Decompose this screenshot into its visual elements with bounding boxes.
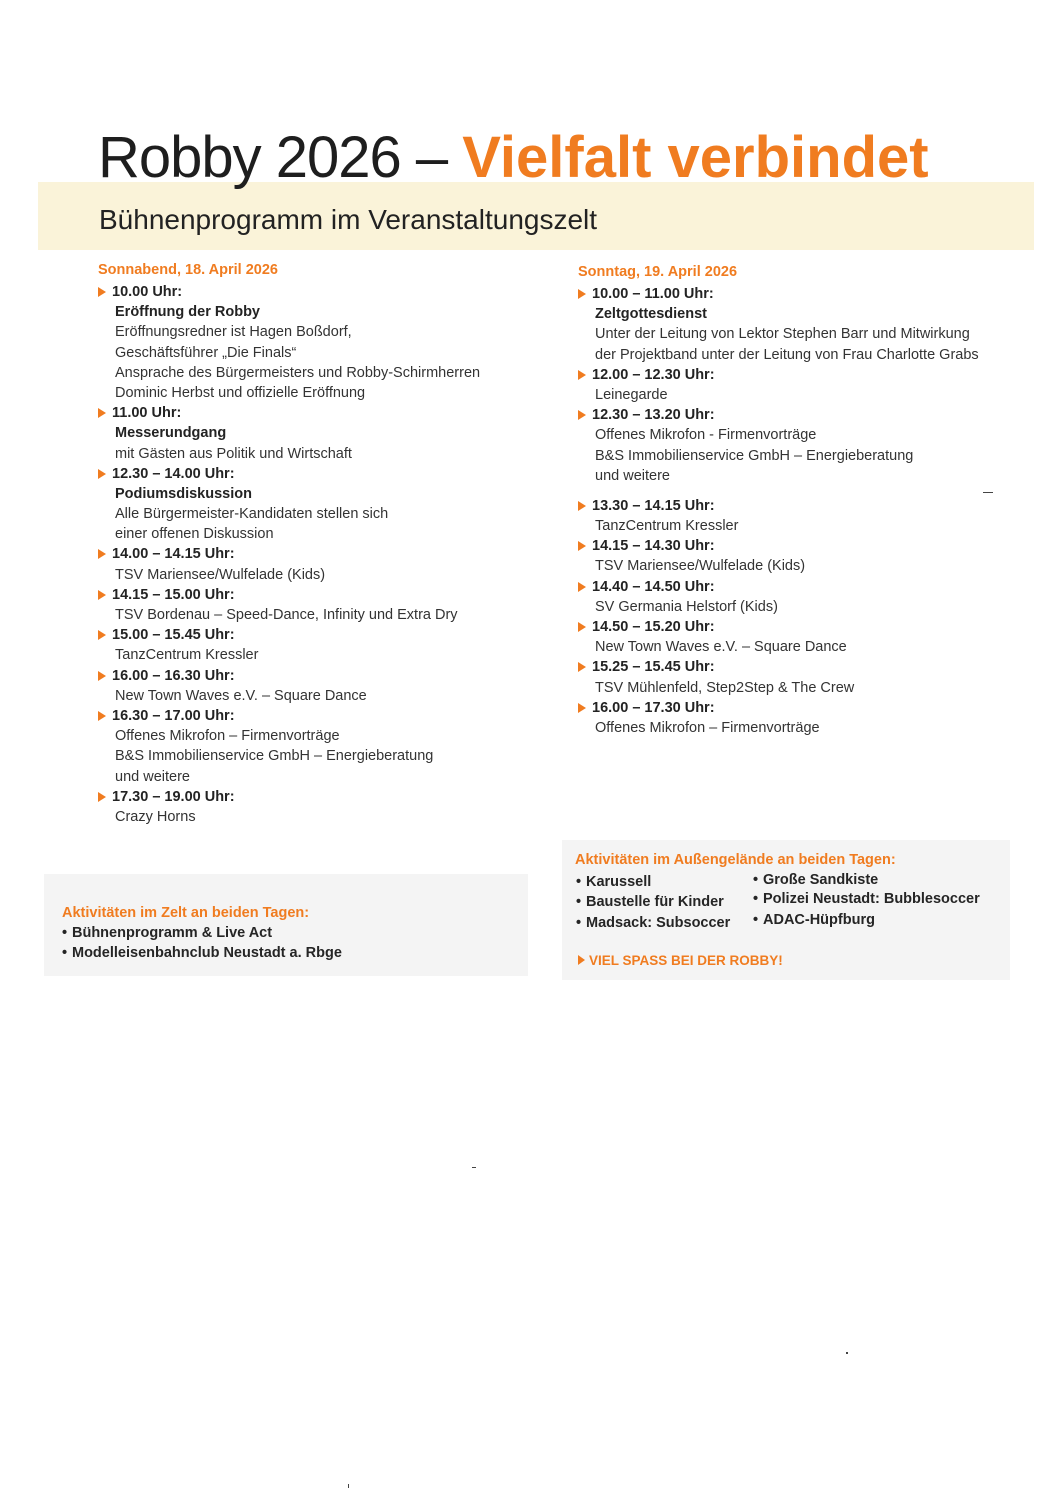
schedule-event bbox=[578, 496, 1038, 536]
event-time: 12.30 – 14.00 Uhr: bbox=[112, 465, 235, 482]
bullet-dot: • bbox=[576, 874, 582, 890]
triangle-bullet-icon bbox=[578, 662, 586, 672]
scan-speck bbox=[983, 492, 993, 493]
bullet-dot: • bbox=[753, 872, 759, 888]
event-line: SV Germania Helstorf (Kids) bbox=[595, 598, 778, 615]
event-line: Dominic Herbst und offizielle Eröffnung bbox=[115, 384, 366, 401]
schedule-event bbox=[578, 577, 1038, 617]
event-time: 14.15 – 14.30 Uhr: bbox=[592, 538, 715, 555]
event-time: 16.00 – 17.30 Uhr: bbox=[592, 699, 715, 716]
list-item-label: Bühnenprogramm & Live Act bbox=[72, 925, 273, 941]
triangle-bullet-icon bbox=[98, 469, 106, 479]
list-item bbox=[62, 923, 272, 944]
list-item bbox=[576, 872, 651, 893]
bullet-dot: • bbox=[576, 915, 582, 931]
event-time: 16.30 – 17.00 Uhr: bbox=[112, 707, 235, 724]
event-line: TSV Mühlenfeld, Step2Step & The Crew bbox=[595, 679, 855, 696]
event-time: 13.30 – 14.15 Uhr: bbox=[592, 497, 715, 514]
page-title bbox=[98, 118, 929, 198]
triangle-bullet-icon bbox=[578, 703, 586, 713]
event-time: 12.00 – 12.30 Uhr: bbox=[592, 366, 715, 383]
event-line: New Town Waves e.V. – Square Dance bbox=[595, 639, 847, 656]
list-item bbox=[576, 892, 724, 913]
triangle-bullet-icon bbox=[578, 289, 586, 299]
list-item-label: Karussell bbox=[586, 874, 652, 890]
event-line: TanzCentrum Kressler bbox=[115, 647, 259, 664]
event-title: Eröffnung der Robby bbox=[115, 304, 260, 321]
event-line: und weitere bbox=[595, 467, 670, 484]
event-line: New Town Waves e.V. – Square Dance bbox=[115, 687, 367, 704]
event-line: TSV Mariensee/Wulfelade (Kids) bbox=[595, 558, 806, 575]
event-time: 11.00 Uhr: bbox=[112, 405, 182, 422]
spacer bbox=[578, 486, 1038, 496]
sunday-schedule bbox=[578, 262, 1038, 738]
triangle-bullet-icon bbox=[578, 501, 586, 511]
page-subtitle: Bühnenprogramm im Veranstaltungszelt bbox=[99, 204, 598, 235]
triangle-bullet-icon bbox=[98, 792, 106, 802]
event-line: Offenes Mikrofon – Firmenvorträge bbox=[115, 728, 340, 745]
event-line: TSV Bordenau – Speed-Dance, Infinity und Extra Dry bbox=[115, 607, 458, 623]
event-time: 10.00 – 11.00 Uhr: bbox=[592, 286, 714, 302]
closing-line bbox=[578, 951, 783, 971]
zelt-activities-heading: Aktivitäten im Zelt an beiden Tagen: bbox=[62, 905, 310, 921]
event-line: Geschäftsführer „Die Finals“ bbox=[115, 344, 297, 361]
schedule-event bbox=[98, 403, 558, 464]
triangle-bullet-icon bbox=[578, 955, 585, 965]
list-item bbox=[576, 913, 730, 934]
list-item bbox=[753, 910, 875, 931]
title-main: Robby 2026 – bbox=[98, 125, 463, 190]
bullet-dot: • bbox=[62, 945, 68, 961]
bullet-dot: • bbox=[753, 891, 759, 907]
triangle-bullet-icon bbox=[98, 590, 106, 600]
triangle-bullet-icon bbox=[98, 711, 106, 721]
bullet-dot: • bbox=[62, 925, 68, 941]
event-line: B&S Immobilienservice GmbH – Energieberatung bbox=[595, 447, 914, 464]
list-item-label: Baustelle für Kinder bbox=[586, 894, 724, 910]
event-time: 12.30 – 13.20 Uhr: bbox=[592, 407, 715, 424]
list-item bbox=[753, 889, 980, 910]
list-item-label: Große Sandkiste bbox=[763, 872, 879, 888]
schedule-event bbox=[578, 657, 1038, 697]
schedule-event bbox=[98, 666, 558, 706]
triangle-bullet-icon bbox=[578, 541, 586, 551]
saturday-schedule bbox=[98, 260, 558, 827]
list-item-label: Modelleisenbahnclub Neustadt a. Rbge bbox=[72, 945, 342, 961]
schedule-event bbox=[98, 585, 558, 625]
event-line: Offenes Mikrofon - Firmenvorträge bbox=[595, 427, 817, 444]
title-accent: Vielfalt verbindet bbox=[462, 125, 929, 190]
event-time: 14.40 – 14.50 Uhr: bbox=[592, 578, 715, 595]
event-line: Offenes Mikrofon – Firmenvorträge bbox=[595, 719, 820, 736]
event-line: Eröffnungsredner ist Hagen Boßdorf, bbox=[115, 324, 352, 341]
triangle-bullet-icon bbox=[98, 549, 106, 559]
schedule-event bbox=[578, 536, 1038, 576]
list-item-label: ADAC-Hüpfburg bbox=[763, 912, 875, 928]
event-line: mit Gästen aus Politik und Wirtschaft bbox=[115, 445, 352, 462]
event-time: 15.00 – 15.45 Uhr: bbox=[112, 627, 235, 644]
event-time: 14.00 – 14.15 Uhr: bbox=[112, 546, 235, 563]
list-item bbox=[62, 943, 342, 964]
event-line: der Projektband unter der Leitung von Frau Charlotte Grabs bbox=[595, 346, 979, 363]
triangle-bullet-icon bbox=[98, 287, 106, 297]
sunday-heading: Sonntag, 19. April 2026 bbox=[578, 264, 738, 280]
triangle-bullet-icon bbox=[578, 622, 586, 632]
event-line: Ansprache des Bürgermeisters und Robby-Schirmherren bbox=[115, 364, 481, 381]
scan-speck bbox=[846, 1352, 848, 1354]
event-line: einer offenen Diskussion bbox=[115, 526, 274, 543]
event-line: TSV Mariensee/Wulfelade (Kids) bbox=[115, 566, 326, 583]
aussen-activities-heading: Aktivitäten im Außengelände an beiden Tagen: bbox=[575, 852, 896, 868]
schedule-event bbox=[98, 625, 558, 665]
triangle-bullet-icon bbox=[98, 630, 106, 640]
schedule-event bbox=[98, 282, 558, 403]
event-line: Alle Bürgermeister-Kandidaten stellen sich bbox=[115, 506, 389, 523]
event-time: 14.50 – 15.20 Uhr: bbox=[592, 619, 715, 635]
event-time: 15.25 – 15.45 Uhr: bbox=[592, 659, 715, 676]
schedule-event bbox=[578, 698, 1038, 738]
event-title: Podiumsdiskussion bbox=[115, 485, 252, 502]
scan-speck bbox=[348, 1484, 349, 1488]
triangle-bullet-icon bbox=[578, 370, 586, 380]
triangle-bullet-icon bbox=[98, 671, 106, 681]
schedule-event bbox=[578, 365, 1038, 405]
schedule-event bbox=[98, 464, 558, 545]
event-time: 14.15 – 15.00 Uhr: bbox=[112, 586, 235, 603]
event-line: Crazy Horns bbox=[115, 808, 196, 825]
schedule-event bbox=[578, 284, 1038, 365]
event-line: B&S Immobilienservice GmbH – Energieberatung bbox=[115, 748, 434, 765]
event-time: 17.30 – 19.00 Uhr: bbox=[112, 788, 235, 805]
bullet-dot: • bbox=[576, 894, 582, 910]
event-title: Messerundgang bbox=[115, 425, 227, 442]
schedule-event bbox=[98, 544, 558, 584]
list-item bbox=[753, 870, 878, 891]
bullet-dot: • bbox=[753, 912, 759, 928]
closing-text: VIEL SPASS BEI DER ROBBY! bbox=[589, 953, 783, 968]
scan-speck bbox=[472, 1167, 476, 1168]
event-line: und weitere bbox=[115, 768, 190, 785]
schedule-event bbox=[98, 787, 558, 827]
event-title: Zeltgottesdienst bbox=[595, 306, 707, 323]
list-item-label: Polizei Neustadt: Bubblesoccer bbox=[763, 891, 980, 907]
triangle-bullet-icon bbox=[98, 408, 106, 418]
event-line: Unter der Leitung von Lektor Stephen Barr und Mitwirkung bbox=[595, 326, 970, 343]
schedule-event bbox=[578, 617, 1038, 657]
triangle-bullet-icon bbox=[578, 582, 586, 592]
event-time: 10.00 Uhr: bbox=[112, 284, 183, 300]
event-time: 16.00 – 16.30 Uhr: bbox=[112, 667, 235, 684]
saturday-heading: Sonnabend, 18. April 2026 bbox=[98, 262, 278, 278]
event-line: Leinegarde bbox=[595, 386, 668, 403]
list-item-label: Madsack: Subsoccer bbox=[586, 915, 731, 931]
schedule-event bbox=[578, 405, 1038, 486]
triangle-bullet-icon bbox=[578, 410, 586, 420]
schedule-event bbox=[98, 706, 558, 787]
event-line: TanzCentrum Kressler bbox=[595, 518, 739, 535]
